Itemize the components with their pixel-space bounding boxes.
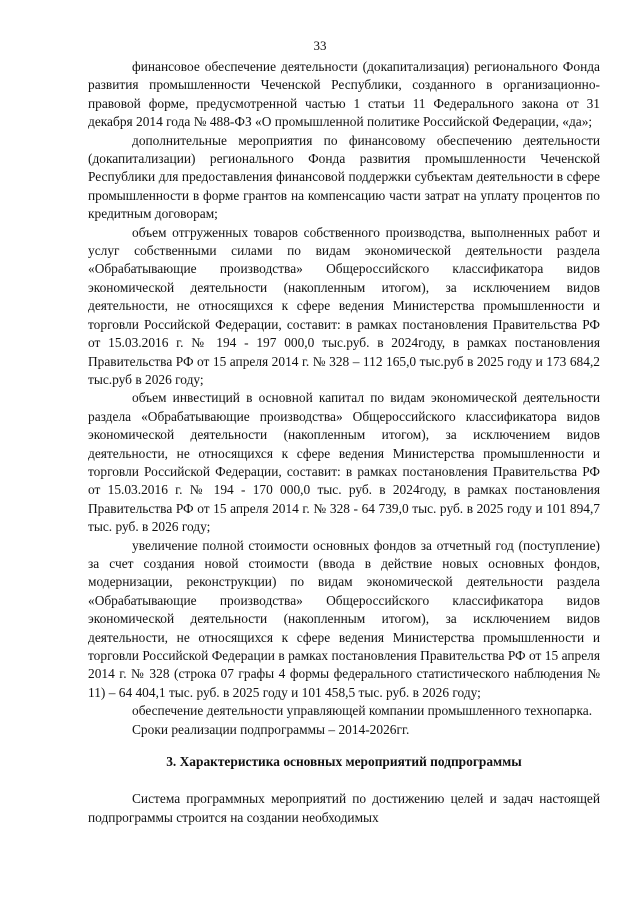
paragraph: объем инвестиций в основной капитал по видам экономической деятельности раздела «Обрабатывающие производства» Общероссийского классификатора видов экономической деятельности (накопленным итогом), за исключением видов деятельности, не относящихся к сфере ведения Министерства промышленности и торговли Российской Федерации, составит: в рамках постановления Правительства РФ от 15.03.2016 г. № 194 - 170 000,0 тыс. руб. в 2024году, в рамках постановления Правительства РФ от 15 апреля 2014 г. № 328 - 64 739,0 тыс. руб. в 2025 году и 101 894,7 тыс. руб. в 2026 году; [88,390,600,535]
paragraph: обеспечение деятельности управляющей компании промышленного технопарка. [132,703,593,719]
document-body [88,58,600,827]
paragraph: Сроки реализации подпрограммы – 2014-2026гг. [132,721,410,737]
paragraph: объем отгруженных товаров собственного производства, выполненных работ и услуг собственными силами по видам экономической деятельности раздела «Обрабатывающие производства» Общероссийского классификатора видов экономической деятельности (накопленным итогом), за исключением видов деятельности, не относящихся к сфере ведения Министерства промышленности и торговли Российской Федерации, составит: в рамках постановления Правительства РФ от 15.03.2016 г. № 194 - 197 000,0 тыс.руб. в 2024году, в рамках постановления Правительства РФ от 15 апреля 2014 г. № 328 – 112 165,0 тыс.руб в 2025 году и 173 684,2 тыс.руб в 2026 году; [88,224,600,387]
paragraph: Система программных мероприятий по достижению целей и задач настоящей подпрограммы строится на создании необходимых [88,791,600,825]
paragraph: дополнительные мероприятия по финансовому обеспечению деятельности (докапитализации) регионального Фонда развития промышленности Чеченской Республики для предоставления финансовой поддержки субъектам деятельности в сфере промышленности в форме грантов на компенсацию части затрат на уплату процентов по кредитным договорам; [88,132,600,222]
page-number: 33 [313,38,327,53]
section-heading: 3. Характеристика основных мероприятий подпрограммы [166,754,522,770]
paragraph: увеличение полной стоимости основных фондов за отчетный год (поступление) за счет создания новой стоимости (ввода в действие новых основных фондов, модернизации, реконструкции) по видам экономической деятельности раздела «Обрабатывающие производства» Общероссийского классификатора видов экономической деятельности (накопленным итогом), за исключением видов деятельности, не относящихся к сфере ведения Министерства промышленности и торговли Российской Федерации в рамках постановления Правительства РФ от 15 апреля 2014 г. № 328 (строка 07 графы 4 формы федерального статистического наблюдения № 11) – 64 404,1 тыс. руб. в 2025 году и 101 458,5 тыс. руб. в 2026 году; [88,537,600,700]
paragraph: финансовое обеспечение деятельности (докапитализация) регионального Фонда развития промышленности Чеченской Республики, созданного в организационно-правовой форме, предусмотренной частью 1 статьи 11 Федерального закона от 31 декабря 2014 года № 488-ФЗ «О промышленной политике Российской Федерации, «да»; [88,59,600,130]
